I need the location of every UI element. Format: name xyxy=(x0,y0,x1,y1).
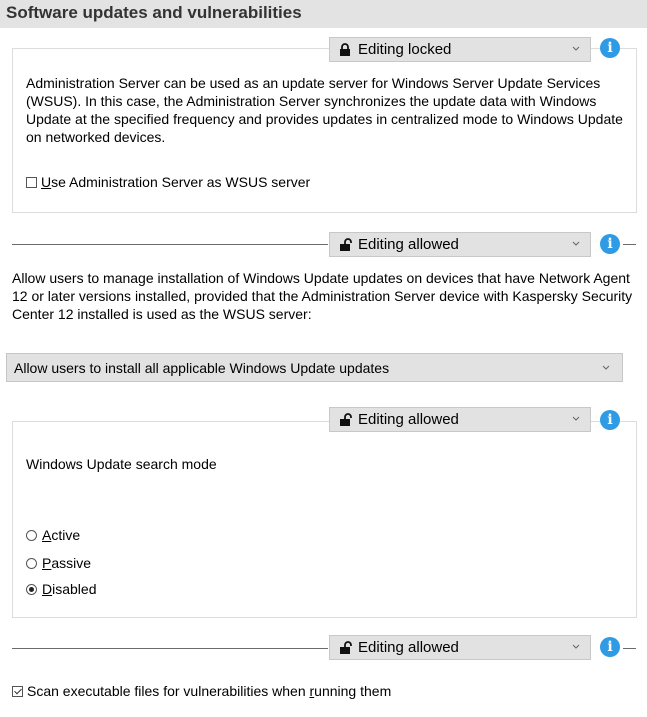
lock-open-icon xyxy=(338,413,352,427)
editing-lock-dropdown-4[interactable] xyxy=(329,635,591,660)
separator-line xyxy=(12,244,328,245)
update-permission-select[interactable] xyxy=(6,353,623,382)
editing-lock-dropdown-2[interactable] xyxy=(329,232,591,257)
checkbox-box[interactable] xyxy=(12,686,23,697)
radio-label: Active xyxy=(42,527,81,543)
lock-label: Editing locked xyxy=(358,41,452,58)
separator-line xyxy=(623,648,636,649)
chevron-down-icon xyxy=(572,415,580,423)
separator-line xyxy=(623,244,636,245)
radio-passive[interactable] xyxy=(26,555,91,571)
use-wsus-checkbox[interactable] xyxy=(26,174,310,190)
radio-button[interactable] xyxy=(26,558,37,569)
radio-button[interactable] xyxy=(26,530,37,541)
lock-closed-icon xyxy=(338,43,352,57)
separator-line xyxy=(12,648,328,649)
wsus-description: Administration Server can be used as an update server for Windows Server Update Services (WSUS). In this case, the Administration Server synchronizes the update data with Windows Update at the specified frequency and provides updates in centralized mode to Windows Update on networked devices. xyxy=(26,75,623,145)
chevron-down-icon xyxy=(572,240,580,248)
chevron-down-icon xyxy=(572,45,580,53)
section-header xyxy=(0,0,647,28)
lock-label: Editing allowed xyxy=(358,411,459,428)
page-title: Software updates and vulnerabilities xyxy=(6,3,302,22)
lock-label: Editing allowed xyxy=(358,639,459,656)
scan-executables-checkbox[interactable] xyxy=(12,683,391,699)
checkbox-label: Use Administration Server as WSUS server xyxy=(41,174,311,190)
editing-lock-dropdown-1[interactable] xyxy=(329,37,591,62)
radio-button[interactable] xyxy=(26,584,37,595)
checkbox-label: Scan executable files for vulnerabilities when running them xyxy=(27,683,392,699)
info-icon[interactable]: i xyxy=(600,410,620,430)
radio-label: Disabled xyxy=(42,581,97,597)
info-icon[interactable]: i xyxy=(600,637,620,657)
editing-lock-dropdown-3[interactable] xyxy=(329,407,591,432)
search-mode-frame xyxy=(12,421,637,618)
info-icon[interactable]: i xyxy=(600,234,620,254)
radio-disabled[interactable] xyxy=(26,581,97,597)
search-mode-title: Windows Update search mode xyxy=(26,456,217,472)
lock-open-icon xyxy=(338,641,352,655)
lock-label: Editing allowed xyxy=(358,236,459,253)
chevron-down-icon xyxy=(602,364,610,372)
radio-label: Passive xyxy=(42,555,92,571)
user-update-description: Allow users to manage installation of Windows Update updates on devices that have Network Agent 12 or later versions installed, provided that the Administration Server device with Kaspersky Security Center 12 installed is used as the WSUS server: xyxy=(12,270,633,322)
lock-open-icon xyxy=(338,238,352,252)
info-icon[interactable]: i xyxy=(600,38,620,58)
radio-active[interactable] xyxy=(26,527,80,543)
select-value: Allow users to install all applicable Windows Update updates xyxy=(14,359,390,376)
checkbox-box[interactable] xyxy=(26,177,37,188)
chevron-down-icon xyxy=(572,643,580,651)
